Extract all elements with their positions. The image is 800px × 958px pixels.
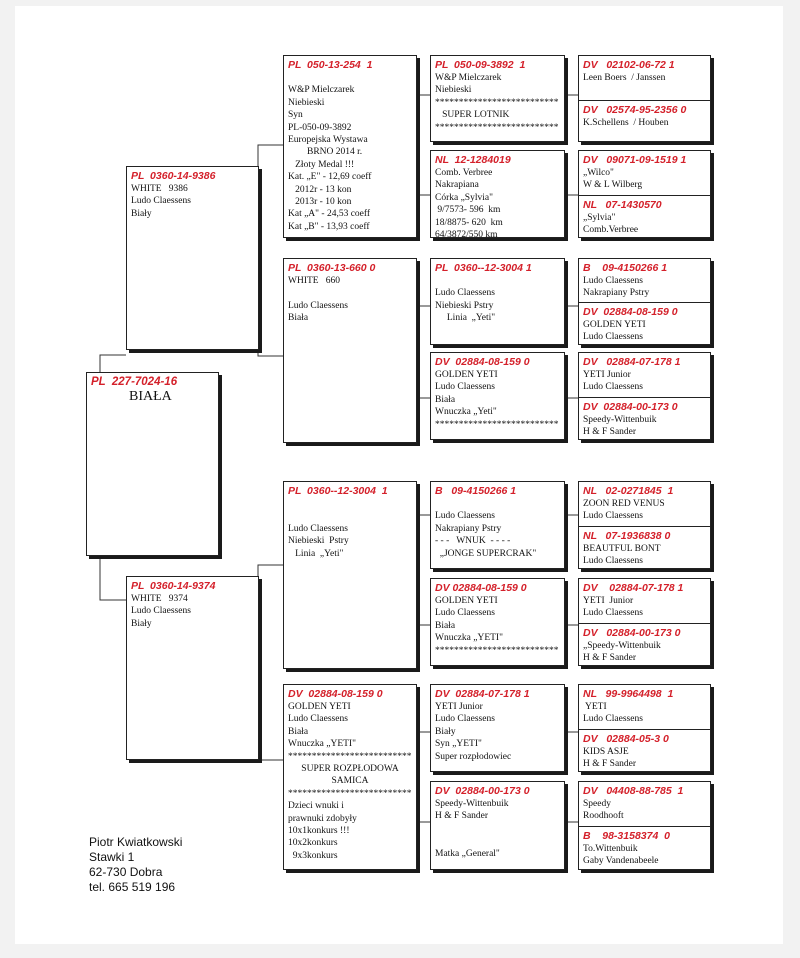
g5-card-pair [578, 481, 711, 569]
card-line: prawnuki zdobyły [288, 813, 357, 824]
card-line: Syn [288, 110, 303, 121]
card-line: Speedy-Wittenbuik [435, 799, 509, 809]
card-ring: PL 0360-13-660 0 [288, 262, 376, 274]
card-line: Speedy-Wittenbuik [583, 415, 657, 425]
card-ring: NL 12-1284019 [435, 154, 511, 166]
card-line: 9x3konkurs [288, 850, 338, 861]
card-line: ************************** [435, 97, 559, 108]
grandsire-paternal-card [283, 55, 417, 238]
card-line: GOLDEN YETI [583, 320, 646, 330]
card-line: 2012r - 13 kon [288, 184, 352, 195]
card-line [288, 510, 412, 522]
card-line: Ludo Claessens [435, 288, 495, 299]
card-ring: DV 02884-08-159 0 [435, 582, 527, 594]
card-ring: NL 07-1430570 [583, 199, 662, 211]
card-line: YETI Junior [583, 370, 631, 380]
card-line: WHITE 660 [288, 276, 340, 286]
card-line: Biały [435, 726, 456, 737]
card-ring: DV 02884-05-3 0 [583, 733, 669, 745]
granddam-paternal-card [283, 258, 417, 443]
mother-card [126, 576, 259, 760]
card-line: Ludo Claessens [583, 382, 643, 393]
card-line [435, 823, 560, 835]
card-line: 18/8875- 620 km [435, 217, 503, 228]
card-ring: PL 050-09-3892 1 [435, 59, 526, 71]
ggp-card-fff [430, 55, 565, 142]
card-line: „Sylvia" [583, 213, 616, 223]
card-line [435, 835, 560, 847]
card-line: W&P Mielczarek [435, 73, 502, 83]
card-ring: DV 02884-08-159 0 [435, 356, 530, 368]
card-line: Ludo Claessens [583, 511, 643, 522]
card-line: Ludo Claessens [435, 714, 495, 725]
card-line: Kat „B" - 13,93 coeff [288, 221, 370, 232]
card-line: H & F Sander [583, 427, 637, 438]
father-ring: PL 0360-14-9386 [131, 170, 216, 182]
card-ring: NL 99-9964498 1 [583, 688, 674, 700]
father-line: Ludo Claessens [131, 196, 191, 207]
father-line: WHITE 9386 [131, 184, 188, 194]
card-line: Dzieci wnuki i [288, 801, 344, 812]
mother-ring: PL 0360-14-9374 [131, 580, 216, 592]
card-line: Syn „YETI" [435, 739, 482, 750]
owner-name: Piotr Kwiatkowski [89, 835, 183, 849]
father-card [126, 166, 259, 350]
card-line: - - - WNUK - - - - [435, 536, 511, 547]
card-line: Ludo Claessens [288, 523, 348, 534]
card-line: YETI [583, 702, 607, 712]
card-ring: DV 02884-07-178 1 [583, 356, 681, 368]
g5-card-pair [578, 352, 711, 440]
card-line: Biała [435, 394, 456, 405]
main-bird-name: BIAŁA [129, 389, 172, 404]
card-line: Comb. Verbree [435, 168, 493, 178]
grandsire-maternal-card [283, 481, 417, 669]
card-line: KIDS ASJE [583, 747, 629, 757]
card-ring: DV 02102-06-72 1 [583, 59, 675, 71]
card-line: „Speedy-Wittenbuik [583, 641, 661, 651]
card-line: H & F Sander [583, 653, 637, 664]
owner-city: 62-730 Dobra [89, 865, 163, 879]
card-line: ************************** [435, 645, 559, 656]
card-line: Matka „General" [435, 848, 500, 859]
card-ring: NL 02-0271845 1 [583, 485, 674, 497]
card-line: W&P Mielczarek [288, 85, 355, 96]
card-line: ************************** [435, 122, 559, 133]
card-line: PL-050-09-3892 [288, 122, 352, 133]
mother-line: WHITE 9374 [131, 594, 188, 604]
g5-card-pair [578, 684, 711, 772]
card-line: Nakrapiana [435, 180, 479, 191]
card-line: 64/3872/550 km [435, 230, 498, 238]
card-line: 9/7573- 596 km [435, 205, 501, 216]
card-line: 2013r - 10 kon [288, 197, 352, 208]
card-line: Wnuczka „Yeti" [435, 407, 497, 418]
ggp-card-fmm [430, 352, 565, 440]
card-line: ZOON RED VENUS [583, 499, 665, 509]
main-bird-card [86, 372, 219, 556]
owner-address [89, 835, 182, 895]
card-line: ************************** [435, 419, 559, 430]
g5-card-pair [578, 55, 711, 142]
g5-card-pair [578, 150, 711, 238]
card-line: Ludo Claessens [288, 300, 348, 311]
ggp-card-mfm [430, 578, 565, 666]
card-ring: DV 02884-00-173 0 [583, 401, 678, 413]
g5-card-pair [578, 258, 711, 345]
owner-street: Stawki 1 [89, 850, 135, 864]
card-line: Ludo Claessens [435, 511, 495, 522]
card-line: 10x2konkurs [288, 838, 338, 849]
card-line: Niebieski [435, 85, 472, 96]
card-line: Ludo Claessens [583, 276, 643, 286]
card-ring: B 09-4150266 1 [583, 262, 668, 274]
mother-line: Ludo Claessens [131, 606, 191, 617]
card-line [288, 287, 412, 299]
card-line: BRNO 2014 r. [288, 147, 363, 158]
card-line: GOLDEN YETI [288, 702, 351, 712]
card-ring: DV 02884-00-173 0 [583, 627, 681, 639]
card-line: YETI Junior [583, 596, 634, 606]
granddam-maternal-card [283, 684, 417, 870]
card-line: Córka „Sylvia" [435, 192, 493, 203]
g5-card-pair [578, 578, 711, 666]
card-line: Wnuczka „YETI" [288, 739, 356, 750]
card-line: Kat. „E" - 12,69 coeff [288, 172, 372, 183]
card-line: GOLDEN YETI [435, 370, 498, 380]
card-line: BEAUTFUL BONT [583, 544, 661, 554]
card-ring: DV 02884-08-159 0 [583, 306, 678, 318]
card-line: Super rozpłodowiec [435, 751, 512, 762]
card-ring: B 09-4150266 1 [435, 485, 517, 497]
card-line: SUPER ROZPŁODOWA [301, 764, 399, 775]
card-line [435, 498, 560, 510]
card-line: H & F Sander [435, 811, 489, 822]
card-ring: B 98-3158374 0 [583, 830, 670, 842]
card-line [288, 498, 412, 510]
ggp-card-fmf [430, 258, 565, 345]
card-line: To.Wittenbuik [583, 844, 638, 854]
card-line: Kat „A" - 24,53 coeff [288, 209, 371, 220]
card-line: „JONGE SUPERCRAK" [435, 548, 537, 559]
card-ring: PL 0360--12-3004 1 [288, 485, 388, 497]
card-line: W & L Wilberg [583, 180, 643, 191]
card-ring: PL 0360--12-3004 1 [435, 262, 532, 274]
card-line: SAMICA [331, 776, 369, 787]
card-line: Nakrapiany Pstry [583, 288, 650, 299]
card-line [288, 72, 412, 84]
card-ring: PL 050-13-254 1 [288, 59, 373, 71]
card-line: 10x1konkurs !!! [288, 826, 350, 837]
card-line: Niebieski [288, 97, 325, 108]
card-line: H & F Sander [583, 759, 637, 770]
card-line: Roodhooft [583, 811, 624, 822]
card-line: Comb.Verbree [583, 225, 639, 236]
card-line: ************************** [288, 751, 412, 762]
card-line: Złoty Medal !!! [288, 159, 355, 170]
card-ring: NL 07-1936838 0 [583, 530, 671, 542]
card-line [435, 275, 560, 287]
father-line: Biały [131, 208, 152, 219]
card-line: Biała [288, 726, 309, 737]
card-line: Niebieski Pstry [435, 300, 494, 311]
card-line: YETI Junior [435, 702, 483, 712]
card-ring: DV 02574-95-2356 0 [583, 104, 687, 116]
ggp-card-mff [430, 481, 565, 569]
card-line: Leen Boers / Janssen [583, 73, 666, 83]
main-bird-ring: PL 227-7024-16 [91, 376, 178, 388]
card-ring: DV 02884-07-178 1 [583, 582, 684, 594]
card-line: Ludo Claessens [435, 608, 495, 619]
card-line: SUPER LOTNIK [435, 110, 510, 121]
card-line: Ludo Claessens [435, 382, 495, 393]
card-line: Gaby Vandenabeele [583, 856, 659, 867]
mother-line: Biały [131, 618, 152, 629]
card-line: Ludo Claessens [288, 714, 348, 725]
card-ring: DV 09071-09-1519 1 [583, 154, 687, 166]
card-line: Ludo Claessens [583, 714, 643, 725]
card-line: Linia „Yeti" [435, 313, 496, 324]
card-line: Europejska Wystawa [288, 135, 368, 146]
card-line: K.Schellens / Houben [583, 118, 669, 128]
card-line: ************************** [288, 788, 412, 799]
card-ring: DV 04408-88-785 1 [583, 785, 684, 797]
card-ring: DV 02884-08-159 0 [288, 688, 383, 700]
card-ring: DV 02884-07-178 1 [435, 688, 530, 700]
card-line: „Wilco" [583, 168, 614, 178]
ggp-card-ffm [430, 150, 565, 238]
owner-phone: tel. 665 519 196 [89, 880, 176, 894]
ggp-card-mmf [430, 684, 565, 772]
card-line: Nakrapiany Pstry [435, 523, 502, 534]
card-line: Biała [435, 620, 456, 631]
card-line: Ludo Claessens [583, 556, 643, 567]
card-line: Ludo Claessens [583, 608, 643, 619]
card-line: Linia „Yeti" [288, 548, 344, 559]
card-line: Ludo Claessens [583, 332, 643, 343]
ggp-card-mmm [430, 781, 565, 870]
card-ring: DV 02884-00-173 0 [435, 785, 530, 797]
card-line: GOLDEN YETI [435, 596, 498, 606]
card-line: Biała [288, 313, 309, 324]
g5-card-pair [578, 781, 711, 870]
card-line: Wnuczka „YETI" [435, 633, 503, 644]
card-line: Niebieski Pstry [288, 536, 349, 547]
card-line: Speedy [583, 799, 611, 809]
